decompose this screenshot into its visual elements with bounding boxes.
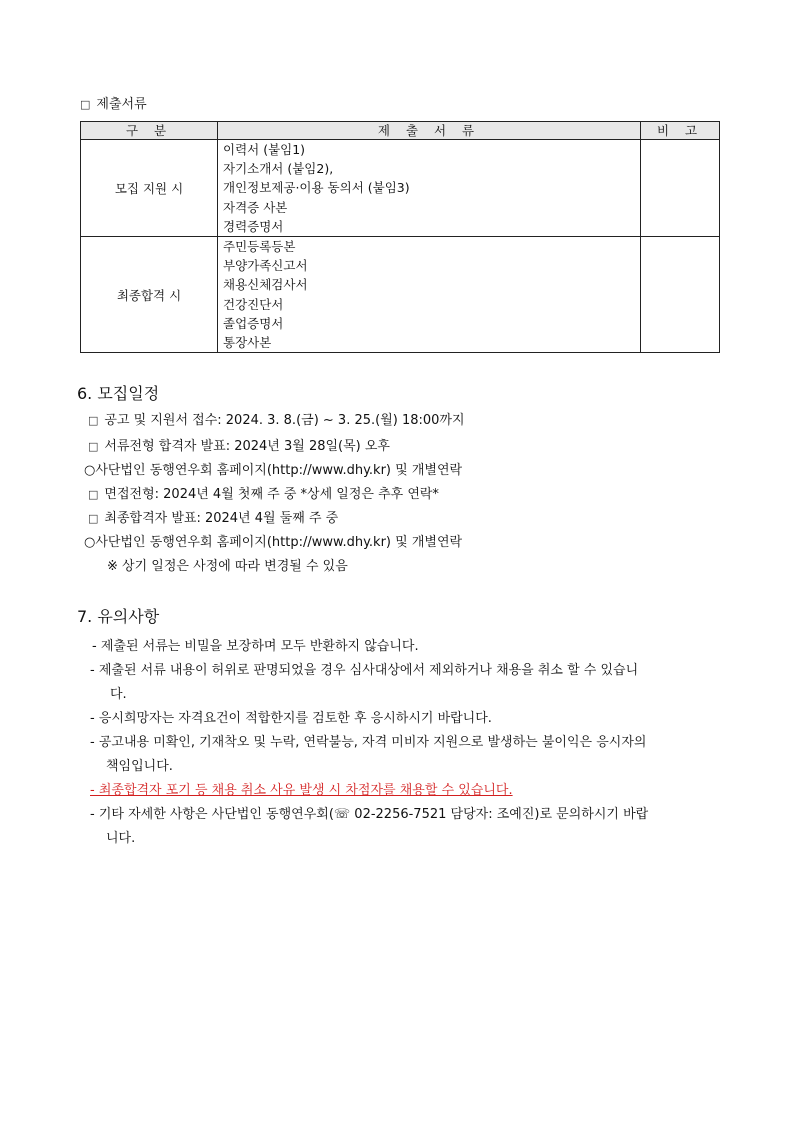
checkbox-bullet: □ [80,98,91,111]
schedule-item [84,531,462,550]
document-item: 경력증명서 [223,218,284,234]
schedule-item-text: 최종합격자 발표: 2024년 4월 둘째 주 중 [104,511,339,526]
documents-table [80,121,720,353]
document-item: 자기소개서 (붙임2), [223,161,334,177]
row-note [641,237,720,353]
table-row [81,140,720,237]
schedule-item [84,459,462,478]
row-documents [218,140,641,237]
schedule-item-text: 사단법인 동행연우회 홈페이지(http://www.dhy.kr) 및 개별연락 [95,463,463,478]
schedule-item-text: 면접전형: 2024년 4월 첫째 주 중 *상세 일정은 추후 연락* [104,487,439,502]
document-item: 주민등록등본 [223,239,296,255]
note-line: - 응시희망자는 자격요건이 적합한지를 검토한 후 응시하시기 바랍니다. [90,711,492,726]
table-row [81,237,720,353]
submission-title [80,93,147,112]
document-item: 개인정보제공·이용 동의서 (붙임3) [223,180,410,196]
note-line-continuation: 다. [110,687,127,702]
note-line: - 공고내용 미확인, 기재착오 및 누락, 연락불능, 자격 미비자 지원으로 발생하는 불이익은 응시자의 [90,735,647,750]
note-line: - 기타 자세한 사항은 사단법인 동행연우회(☏ 02-2256-7521 담당자: 조예진)로 문의하시기 바랍 [90,807,649,822]
checkbox-bullet: □ [88,512,99,525]
schedule-item-text: 서류전형 합격자 발표: 2024년 3월 28일(목) 오후 [104,439,390,454]
table-header-row [81,122,720,140]
document-item: 통장사본 [223,335,272,351]
header-note: 비 고 [641,122,720,140]
document-item: 채용신체검사서 [223,277,308,293]
schedule-item [88,435,390,454]
schedule-item-text: 사단법인 동행연우회 홈페이지(http://www.dhy.kr) 및 개별연락 [95,535,463,550]
document-item: 부양가족신고서 [223,258,308,274]
schedule-footnote: ※ 상기 일정은 사정에 따라 변경될 수 있음 [107,559,348,574]
notes-heading: 7. 유의사항 [77,607,160,626]
row-category: 최종합격 시 [81,237,218,353]
checkbox-bullet: □ [88,488,99,501]
circle-bullet: ○ [84,463,96,478]
note-line: - 제출된 서류 내용이 허위로 판명되었을 경우 심사대상에서 제외하거나 채용을 취소 할 수 있습니 [90,663,639,678]
document-item: 졸업증명서 [223,315,284,331]
submission-title-text: 제출서류 [96,97,147,112]
schedule-item-text: 공고 및 지원서 접수: 2024. 3. 8.(금) ~ 3. 25.(월) 18:00까지 [104,413,465,428]
checkbox-bullet: □ [88,414,99,427]
document-item: 건강진단서 [223,296,284,312]
document-item: 이력서 (붙임1) [223,142,306,157]
note-line-continuation: 책임입니다. [106,759,173,774]
schedule-heading: 6. 모집일정 [77,384,160,403]
circle-bullet: ○ [84,535,96,550]
document-item: 자격증 사본 [223,199,288,215]
header-documents: 제 출 서 류 [218,122,641,140]
checkbox-bullet: □ [88,440,99,453]
note-line-continuation: 니다. [106,831,136,846]
note-line: - 제출된 서류는 비밀을 보장하며 모두 반환하지 않습니다. [92,639,419,654]
row-documents [218,237,641,353]
schedule-item [88,483,439,502]
row-note [641,140,720,237]
schedule-item [88,507,338,526]
header-category: 구 분 [81,122,218,140]
note-line-highlighted: - 최종합격자 포기 등 채용 취소 사유 발생 시 차점자를 채용할 수 있습니다. [90,783,513,798]
schedule-item [88,409,465,428]
row-category: 모집 지원 시 [81,140,218,237]
